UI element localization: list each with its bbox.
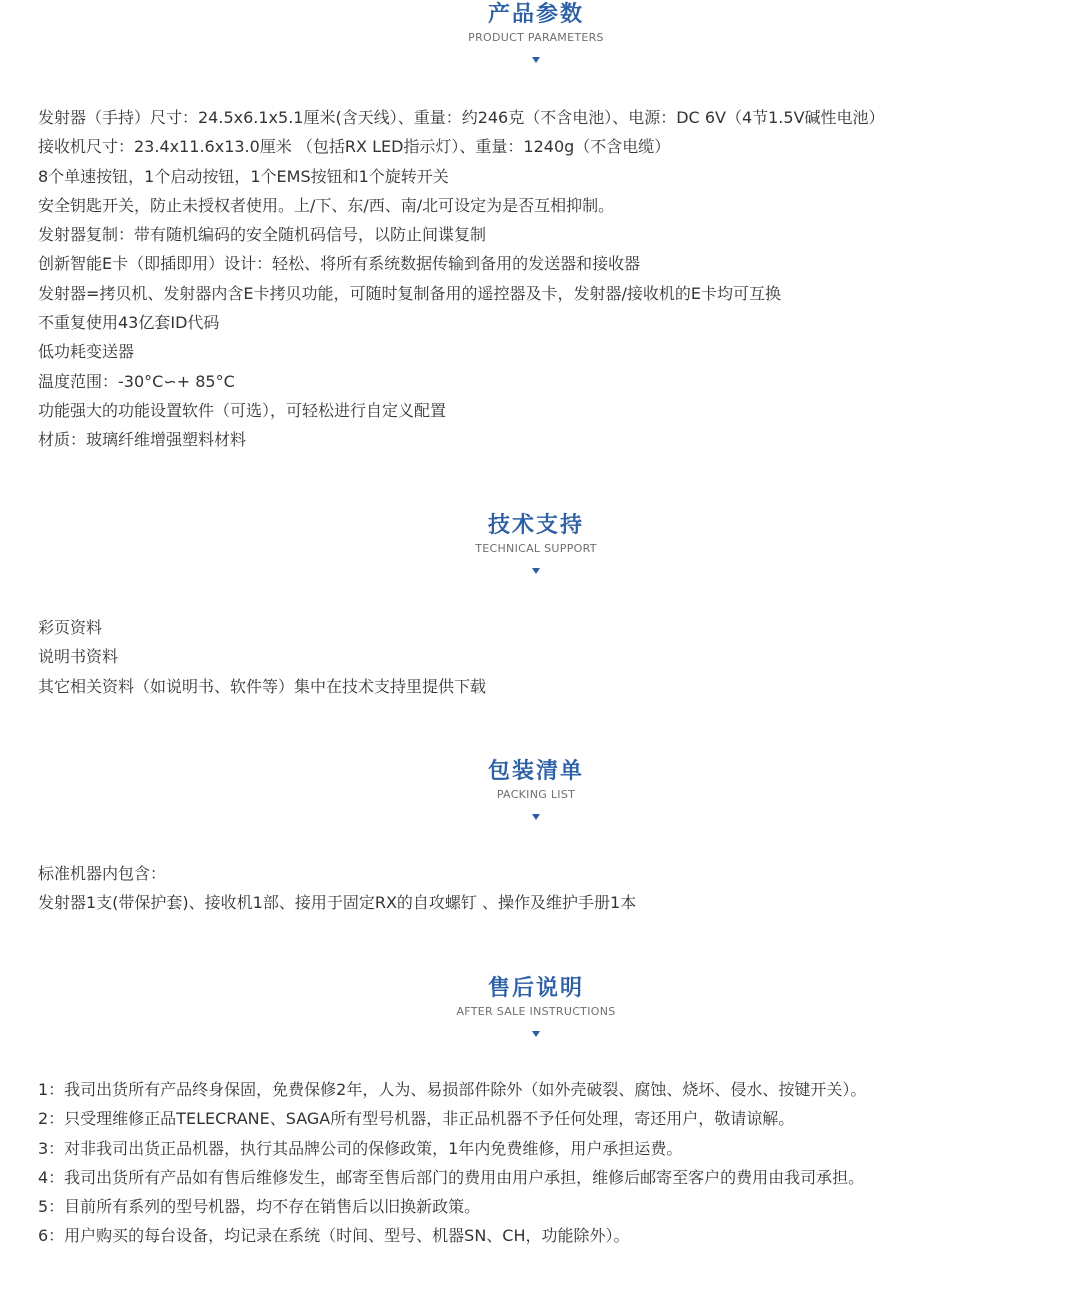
list-item: 创新智能E卡（即插即用）设计：轻松、将所有系统数据传输到备用的发送器和接收器 bbox=[38, 254, 641, 274]
section-body bbox=[38, 103, 1048, 455]
section-product-parameters bbox=[0, 0, 1072, 450]
section-title: 产品参数 bbox=[487, 2, 584, 27]
section-subtitle: AFTER SALE INSTRUCTIONS bbox=[456, 1005, 616, 1018]
section-body bbox=[38, 859, 1048, 918]
list-item: 4：我司出货所有产品如有售后维修发生，邮寄至售后部门的费用由用户承担，维修后邮寄至客户的费用由我司承担。 bbox=[38, 1167, 865, 1187]
list-item: 低功耗变送器 bbox=[38, 342, 135, 362]
section-title: 技术支持 bbox=[487, 513, 584, 538]
section-subtitle: PACKING LIST bbox=[496, 788, 576, 801]
section-header bbox=[0, 975, 1072, 1037]
list-item: 发射器复制：带有随机编码的安全随机码信号，以防止间谍复制 bbox=[38, 225, 487, 245]
list-item: 安全钥匙开关，防止未授权者使用。上/下、东/西、南/北可设定为是否互相抑制。 bbox=[38, 195, 615, 215]
list-item: 标准机器内包含： bbox=[38, 864, 167, 883]
list-item: 1：我司出货所有产品终身保固，免费保修2年，人为、易损部件除外（如外壳破裂、腐蚀、烧坏、侵水、按键开关）。 bbox=[38, 1080, 867, 1099]
list-item: 发射器=拷贝机、发射器内含E卡拷贝功能，可随时复制备用的遥控器及卡，发射器/接收机的E卡均可互换 bbox=[38, 283, 782, 303]
list-item: 3：对非我司出货正品机器，执行其品牌公司的保修政策，1年内免费维修，用户承担运费。 bbox=[38, 1138, 683, 1158]
down-arrow-icon bbox=[532, 1031, 540, 1037]
list-item: 温度范围：-30°C∽+ 85°C bbox=[38, 371, 235, 391]
section-header bbox=[0, 758, 1072, 820]
section-technical-support bbox=[0, 512, 1072, 696]
section-packing-list bbox=[0, 758, 1072, 913]
list-item: 功能强大的功能设置软件（可选），可轻松进行自定义配置 bbox=[38, 400, 447, 420]
list-item: 8个单速按钮，1个启动按钮，1个EMS按钮和1个旋转开关 bbox=[38, 166, 449, 186]
list-item: 不重复使用43亿套ID代码 bbox=[38, 313, 220, 333]
list-item: 接收机尺寸：23.4x11.6x13.0厘米 （包括RX LED指示灯）、重量：1240g（不含电缆） bbox=[38, 137, 671, 157]
section-title: 包装清单 bbox=[487, 759, 584, 784]
section-body bbox=[38, 613, 1048, 701]
list-item: 彩页资料 bbox=[38, 618, 103, 637]
down-arrow-icon bbox=[532, 57, 540, 63]
list-item: 发射器1支(带保护套)、接收机1部、接用于固定RX的自攻螺钉 、操作及维护手册1本 bbox=[38, 893, 637, 913]
list-item: 5：目前所有系列的型号机器，均不存在销售后以旧换新政策。 bbox=[38, 1197, 481, 1217]
list-item: 其它相关资料（如说明书、软件等）集中在技术支持里提供下载 bbox=[38, 676, 487, 696]
section-after-sale bbox=[0, 975, 1072, 1246]
list-item: 6：用户购买的每台设备，均记录在系统（时间、型号、机器SN、CH，功能除外）。 bbox=[38, 1226, 630, 1246]
list-item: 发射器（手持）尺寸：24.5x6.1x5.1厘米(含天线）、重量：约246克（不含电池）、电源：DC 6V（4节1.5V碱性电池） bbox=[38, 108, 885, 127]
down-arrow-icon bbox=[532, 568, 540, 574]
section-body bbox=[38, 1075, 1048, 1251]
section-subtitle: PRODUCT PARAMETERS bbox=[468, 31, 604, 44]
down-arrow-icon bbox=[532, 814, 540, 820]
section-title: 售后说明 bbox=[487, 976, 584, 1001]
section-header bbox=[0, 512, 1072, 574]
list-item: 2：只受理维修正品TELECRANE、SAGA所有型号机器，非正品机器不予任何处理，寄还用户，敬请谅解。 bbox=[38, 1109, 795, 1129]
section-header bbox=[0, 0, 1072, 63]
section-subtitle: TECHNICAL SUPPORT bbox=[475, 542, 597, 555]
list-item: 说明书资料 bbox=[38, 647, 119, 667]
list-item: 材质：玻璃纤维增强塑料材料 bbox=[38, 430, 247, 450]
